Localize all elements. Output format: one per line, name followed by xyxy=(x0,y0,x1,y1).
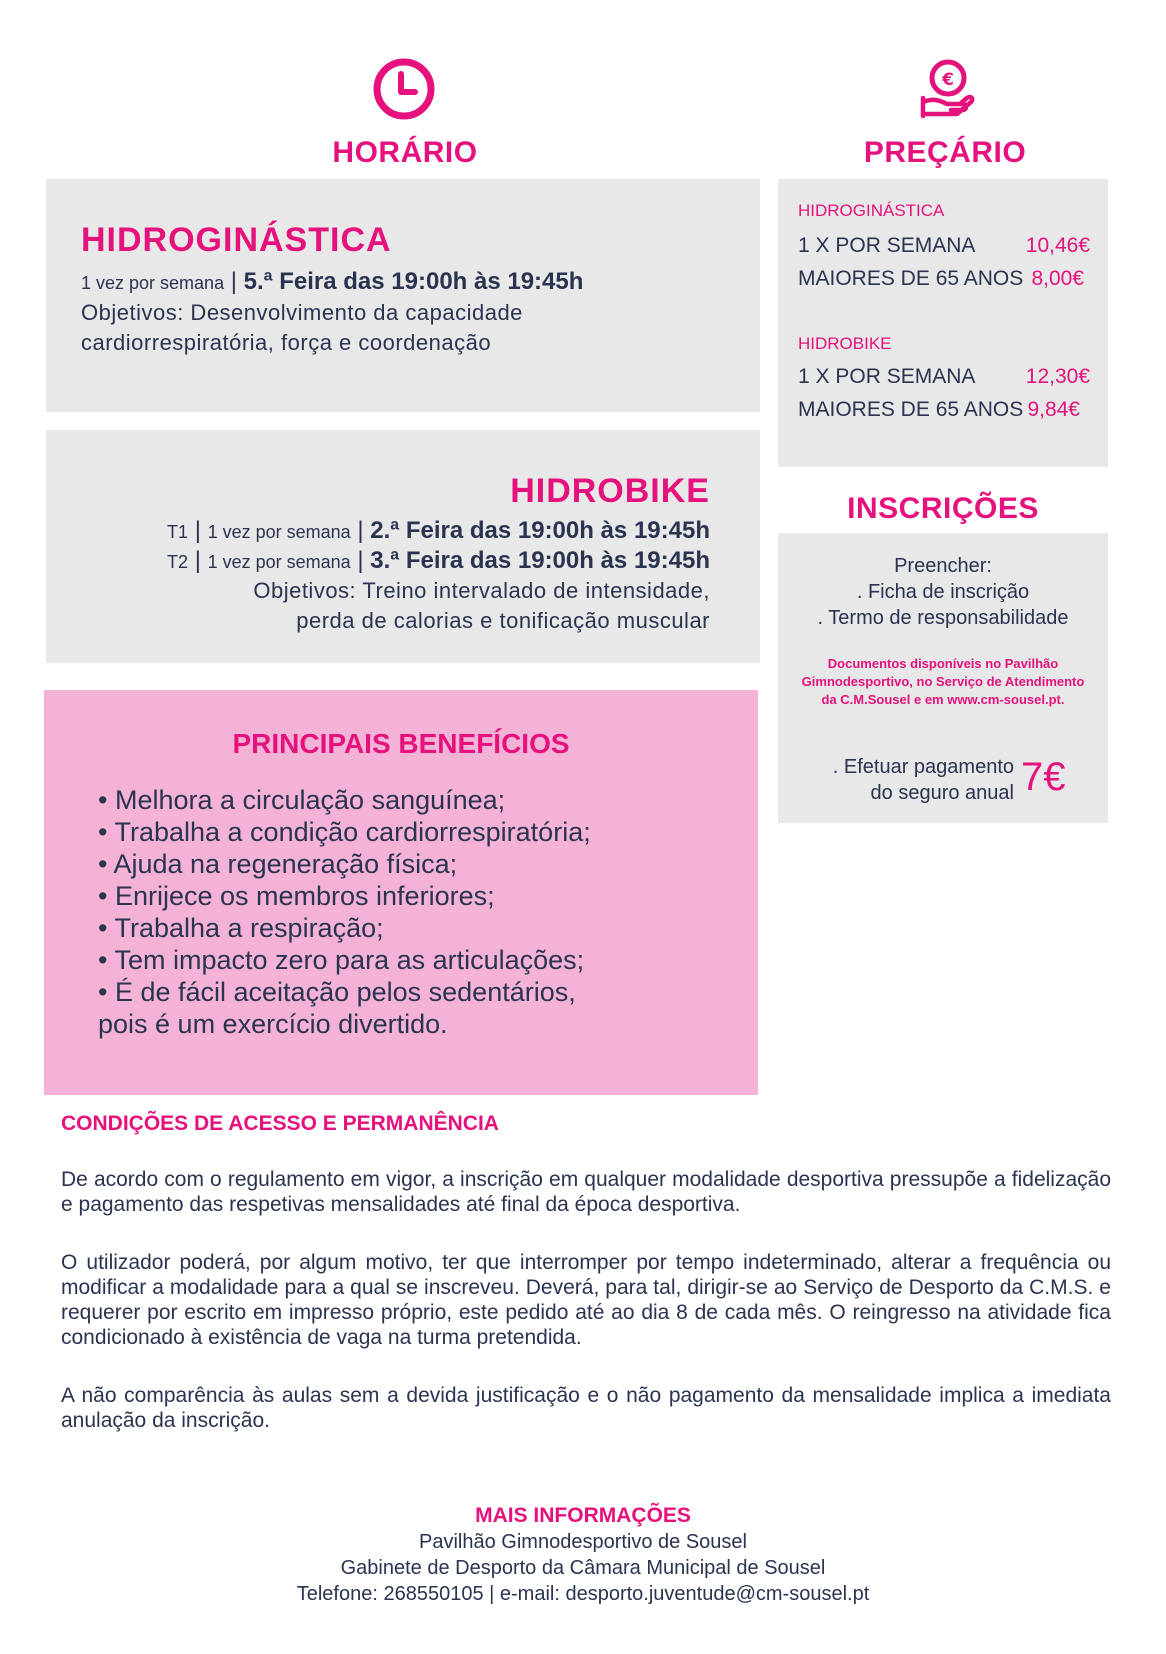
list-item: • Melhora a circulação sanguínea; xyxy=(98,785,506,815)
price-group-hidrobike xyxy=(798,360,1090,426)
beneficios-title: PRINCIPAIS BENEFÍCIOS xyxy=(232,728,570,759)
list-item: • É de fácil aceitação pelos sedentários, xyxy=(98,977,576,1007)
list-item: • Tem impacto zero para as articulações; xyxy=(98,945,585,975)
session-frequency: 1 vez por semana xyxy=(207,552,351,572)
hidroginastica-frequency: 1 vez por semana xyxy=(81,273,225,293)
hidroginastica-box xyxy=(46,179,760,412)
fill-label: Preencher: xyxy=(894,555,992,577)
price-value: 8,00€ xyxy=(1031,267,1084,290)
money-hand-icon xyxy=(917,58,977,120)
inscricoes-box xyxy=(778,533,1108,823)
hidrobike-box xyxy=(46,430,760,663)
condicoes-paragraph: De acordo com o regulamento em vigor, a inscrição em qualquer modalidade desportiva pressupõe a fidelização e pagamento das respetivas mensalidades até final da época desportiva. xyxy=(61,1168,1111,1216)
price-value: 12,30€ xyxy=(1025,365,1090,388)
hidrobike-title: HIDROBIKE xyxy=(510,472,710,510)
hidroginastica-time: 5.ª Feira das 19:00h às 19:45h xyxy=(243,268,584,295)
separator: | xyxy=(357,547,364,574)
svg-text:€: € xyxy=(942,70,954,90)
inscricao-item: . Termo de responsabilidade xyxy=(817,607,1069,629)
hidrobike-objectives-2: perda de calorias e tonificação muscular xyxy=(296,608,710,633)
list-item: • Trabalha a respiração; xyxy=(98,913,384,943)
list-item: • Trabalha a condição cardiorrespiratória; xyxy=(98,817,591,847)
payment-price: 7€ xyxy=(1021,755,1066,799)
separator: | xyxy=(357,517,364,544)
condicoes-text xyxy=(61,1167,1111,1433)
price-row xyxy=(798,262,1090,295)
list-item: • Ajuda na regeneração física; xyxy=(98,849,458,879)
turma-label: T2 xyxy=(167,552,189,572)
horario-title: HORÁRIO xyxy=(332,136,478,169)
price-label: MAIORES DE 65 ANOS xyxy=(798,398,1024,421)
condicoes-paragraph: O utilizador poderá, por algum motivo, ter que interromper por tempo indeterminado, alterar a frequência ou modificar a modalidade para a qual se inscreveu. Deverá, para tal, dirigir-se ao Serviço de Desporto da C.M.S. e requerer por escrito em impresso próprio, este pedido até ao dia 8 de cada mês. O reingresso na atividade fica condicionado à existência de vaga na turma pretendida. xyxy=(61,1251,1111,1349)
clock-icon xyxy=(373,58,435,120)
info-line: Gabinete de Desporto da Câmara Municipal de Sousel xyxy=(340,1557,826,1579)
documents-note-1: Documentos disponíveis no Pavilhão xyxy=(827,656,1059,671)
price-group-title: HIDROBIKE xyxy=(798,334,892,353)
hidrobike-session-t2 xyxy=(167,546,710,577)
session-frequency: 1 vez por semana xyxy=(207,522,351,542)
hidroginastica-objectives-1: Objetivos: Desenvolvimento da capacidade xyxy=(81,300,523,325)
price-label: MAIORES DE 65 ANOS xyxy=(798,267,1024,290)
documents-note-2: Gimnodesportivo, no Serviço de Atendimento xyxy=(801,674,1085,689)
turma-label: T1 xyxy=(167,522,189,542)
beneficios-list xyxy=(98,784,591,1040)
precario-box xyxy=(778,179,1108,467)
payment-line-1: . Efetuar pagamento xyxy=(832,756,1014,778)
separator: | xyxy=(230,268,237,295)
price-value: 10,46€ xyxy=(1025,234,1090,257)
list-item: • Enrijece os membros inferiores; xyxy=(98,881,495,911)
documents-note-3: da C.M.Sousel e em www.cm-sousel.pt. xyxy=(821,692,1065,707)
payment-line-2: do seguro anual xyxy=(870,782,1014,804)
condicoes-title: CONDIÇÕES DE ACESSO E PERMANÊNCIA xyxy=(61,1112,499,1135)
mais-informacoes-title: MAIS INFORMAÇÕES xyxy=(475,1504,691,1527)
session-time: 2.ª Feira das 19:00h às 19:45h xyxy=(370,517,710,544)
price-row xyxy=(798,360,1090,393)
price-row xyxy=(798,229,1090,262)
inscricao-item: . Ficha de inscrição xyxy=(856,581,1030,603)
price-value: 9,84€ xyxy=(1027,398,1080,421)
precario-title: PREÇÁRIO xyxy=(863,136,1027,169)
separator: | xyxy=(194,517,201,544)
condicoes-paragraph: A não comparência às aulas sem a devida justificação e o não pagamento da mensalidade implica a imediata anulação da inscrição. xyxy=(61,1384,1111,1432)
hidroginastica-title: HIDROGINÁSTICA xyxy=(81,221,392,259)
hidroginastica-schedule xyxy=(81,267,583,298)
session-time: 3.ª Feira das 19:00h às 19:45h xyxy=(370,547,710,574)
inscricoes-title: INSCRIÇÕES xyxy=(847,492,1039,525)
info-line: Telefone: 268550105 | e-mail: desporto.juventude@cm-sousel.pt xyxy=(296,1583,870,1605)
price-row xyxy=(798,393,1090,426)
price-group-hidroginastica xyxy=(798,229,1090,295)
separator: | xyxy=(194,547,201,574)
price-group-title: HIDROGINÁSTICA xyxy=(798,201,945,220)
info-line: Pavilhão Gimnodesportivo de Sousel xyxy=(419,1531,747,1553)
price-label: 1 X POR SEMANA xyxy=(798,365,976,388)
beneficios-box xyxy=(44,690,758,1095)
price-label: 1 X POR SEMANA xyxy=(798,234,976,257)
list-item: pois é um exercício divertido. xyxy=(98,1009,448,1039)
hidroginastica-objectives-2: cardiorrespiratória, força e coordenação xyxy=(81,330,492,355)
hidrobike-session-t1 xyxy=(167,516,710,547)
hidrobike-objectives-1: Objetivos: Treino intervalado de intensidade, xyxy=(253,578,710,603)
